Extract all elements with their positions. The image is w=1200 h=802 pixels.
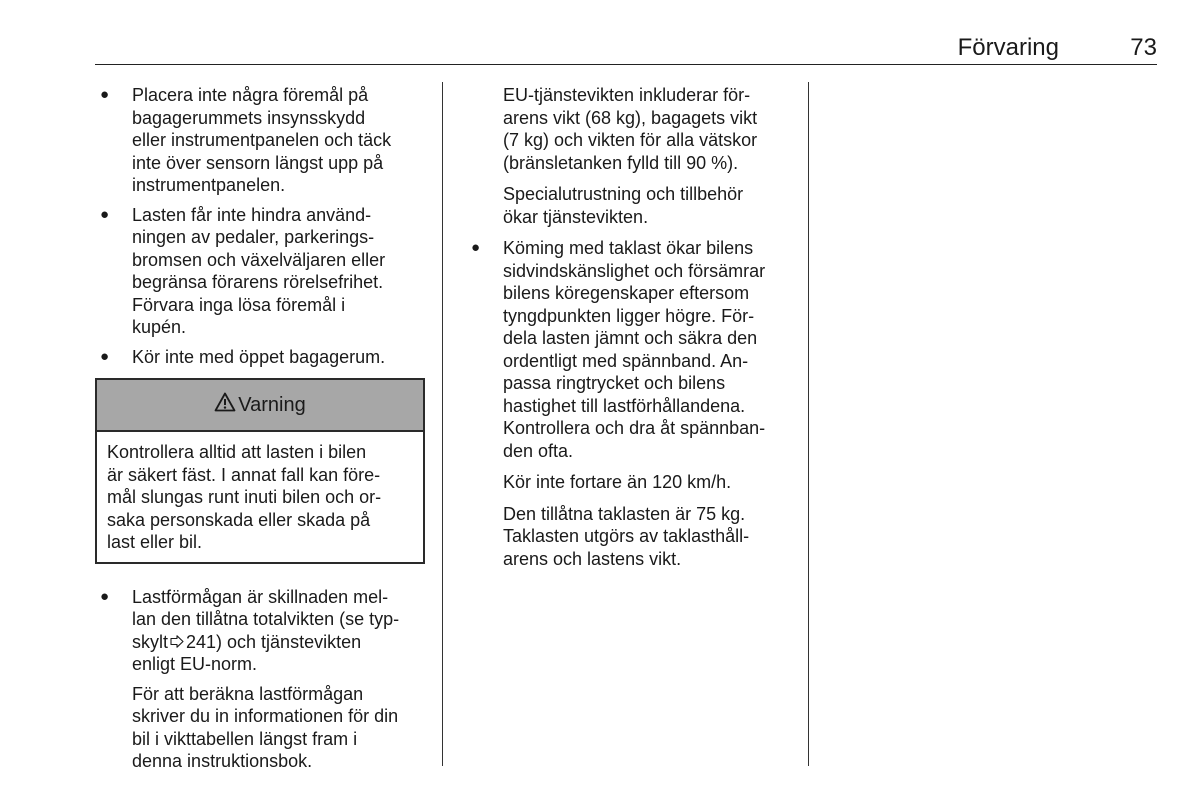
text-line: lan den tillåtna totalvikten (se typ- (132, 609, 400, 629)
list-item (466, 237, 796, 462)
text-line: bromsen och växelväljaren eller (132, 249, 386, 270)
text-line: Lasten får inte hindra använd- (132, 204, 372, 225)
text-line: Kör inte fortare än 120 km/h. (503, 472, 732, 492)
text-line: bagagerummets insynsskydd (132, 107, 366, 128)
text-line: är säkert fäst. I annat fall kan före- (107, 464, 381, 485)
list-item (95, 84, 425, 197)
text-line: denna instruktionsbok. (132, 751, 313, 771)
bullet-icon: ● (471, 239, 481, 256)
bullet-icon: ● (100, 347, 110, 365)
page-title: Förvaring (957, 34, 1059, 61)
left-column (95, 84, 425, 782)
text-line: Taklasten utgörs av taklasthåll- (503, 526, 750, 546)
text-line: tyngdpunkten ligger högre. För- (503, 305, 755, 326)
warning-header (97, 380, 423, 432)
paragraph (466, 84, 796, 174)
text-line: eller instrumentpanelen och täck (132, 130, 392, 150)
text-line: ordentligt med spännband. An- (503, 350, 749, 371)
warning-box (95, 378, 425, 564)
bullet-icon: ● (100, 587, 110, 605)
page-number: 73 (1130, 34, 1157, 61)
list-item (95, 346, 425, 369)
text-fragment: 241) och tjänstevikten (186, 631, 362, 652)
text-line: För att beräkna lastförmågan (132, 683, 364, 704)
bullet-icon: ● (100, 86, 110, 103)
text-line: dela lasten jämnt och säkra den (503, 328, 758, 348)
text-line: (bränsletanken fylld till 90 %). (503, 152, 739, 173)
warning-triangle-icon (214, 392, 236, 418)
list-item (95, 586, 425, 676)
text-line: skriver du in informationen för din (132, 706, 399, 726)
text-line: passa ringtrycket och bilens (503, 373, 726, 393)
text-line: arens vikt (68 kg), bagagets vikt (503, 107, 758, 128)
text-line: bil i vikttabellen längst fram i (132, 728, 358, 749)
column-divider-left (442, 82, 443, 766)
paragraph (466, 503, 796, 571)
page-header (95, 30, 1157, 65)
text-line: Placera inte några föremål på (132, 85, 369, 105)
text-line: kupén. (132, 317, 187, 337)
text-line: Köming med taklast ökar bilens (503, 238, 754, 258)
text-line: (7 kg) och vikten för alla vätskor (503, 130, 758, 150)
paragraph (95, 683, 425, 773)
text-line: arens och lastens vikt. (503, 548, 682, 569)
text-line: Kontrollera alltid att lasten i bilen (107, 442, 367, 462)
paragraph (466, 183, 796, 228)
list-item (95, 204, 425, 339)
warning-title: Varning (238, 393, 306, 416)
text-line: Specialutrustning och tillbehör (503, 184, 744, 204)
text-line: last eller bil. (107, 532, 203, 552)
paragraph (466, 471, 796, 494)
text-line: Lastförmågan är skillnaden mel- (132, 586, 389, 607)
text-line: bilens köregenskaper eftersom (503, 283, 750, 303)
bullet-icon: ● (100, 205, 110, 223)
middle-column (466, 84, 796, 579)
text-line: den ofta. (503, 440, 574, 461)
arrow-reference-icon (170, 631, 184, 654)
text-line: saka personskada eller skada på (107, 509, 371, 530)
text-line: ökar tjänstevikten. (503, 206, 649, 227)
text-line: hastighet till lastförhållandena. (503, 395, 746, 416)
text-line: ningen av pedaler, parkerings- (132, 227, 375, 247)
text-line: Kör inte med öppet bagagerum. (132, 346, 386, 367)
text-line: enligt EU-norm. (132, 654, 258, 674)
text-line: mål slungas runt inuti bilen och or- (107, 487, 382, 507)
warning-body (97, 432, 423, 562)
text-line: sidvindskänslighet och försämrar (503, 260, 766, 281)
column-divider-right (808, 82, 809, 766)
text-fragment: skylt (132, 631, 168, 652)
text-line (132, 631, 425, 654)
text-line: Kontrollera och dra åt spännban- (503, 418, 766, 438)
text-line: EU-tjänstevikten inkluderar för- (503, 85, 751, 105)
text-line: Den tillåtna taklasten är 75 kg. (503, 503, 746, 524)
text-line: Förvara inga lösa föremål i (132, 294, 346, 315)
text-line: instrumentpanelen. (132, 175, 286, 195)
text-line: inte över sensorn längst upp på (132, 152, 384, 173)
text-line: begränsa förarens rörelsefrihet. (132, 272, 384, 292)
